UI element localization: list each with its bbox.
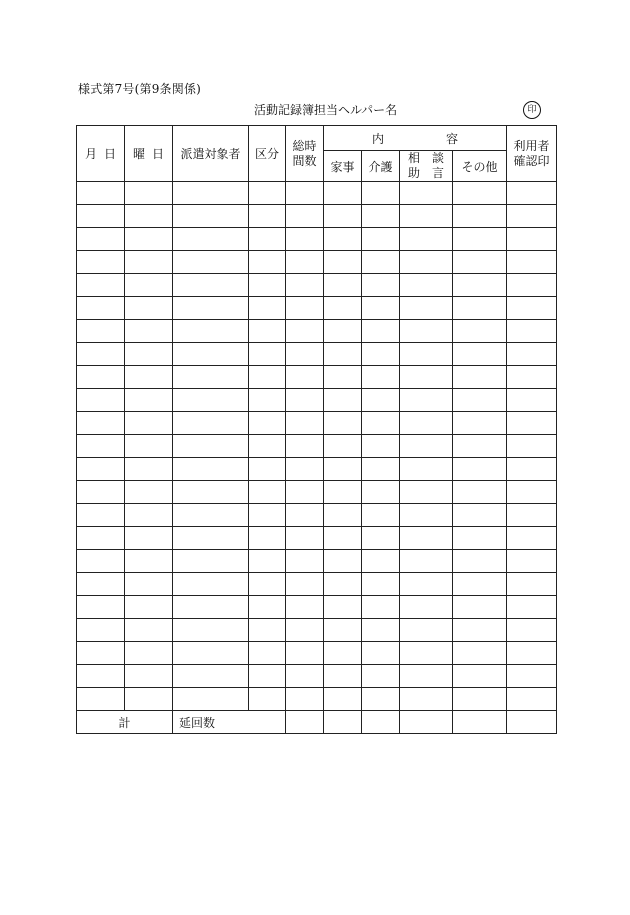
- table-row: [77, 205, 557, 228]
- table-cell[interactable]: [125, 688, 173, 711]
- care-header: 介護: [362, 151, 400, 182]
- table-cell[interactable]: [453, 527, 507, 550]
- table-cell[interactable]: [77, 665, 125, 688]
- table-cell[interactable]: [507, 274, 557, 297]
- total-hours-header: 総時 間数: [286, 126, 324, 182]
- table-cell[interactable]: [173, 182, 249, 205]
- table-cell[interactable]: [324, 527, 362, 550]
- table-cell[interactable]: [362, 205, 400, 228]
- table-cell[interactable]: [400, 389, 453, 412]
- table-cell[interactable]: [173, 481, 249, 504]
- table-cell[interactable]: [400, 596, 453, 619]
- housework-header: 家事: [324, 151, 362, 182]
- table-cell[interactable]: [362, 642, 400, 665]
- table-cell[interactable]: [507, 665, 557, 688]
- cumulative-count-label: 延回数: [173, 711, 286, 734]
- table-cell[interactable]: [400, 251, 453, 274]
- form-number-label: 様式第7号(第9条関係): [78, 82, 202, 96]
- table-cell[interactable]: [453, 251, 507, 274]
- total-cell[interactable]: [507, 711, 557, 734]
- table-cell[interactable]: [453, 688, 507, 711]
- table-row: [77, 412, 557, 435]
- table-cell[interactable]: [173, 573, 249, 596]
- table-cell[interactable]: [507, 366, 557, 389]
- helper-name-label: 活動記録簿担当ヘルパー名: [254, 103, 398, 117]
- table-cell[interactable]: [249, 550, 286, 573]
- table-cell[interactable]: [286, 573, 324, 596]
- table-cell[interactable]: [77, 412, 125, 435]
- month-day-header: 月 日: [77, 126, 125, 182]
- table-cell[interactable]: [286, 458, 324, 481]
- table-cell[interactable]: [286, 182, 324, 205]
- table-cell[interactable]: [400, 366, 453, 389]
- table-cell[interactable]: [125, 550, 173, 573]
- table-cell[interactable]: [173, 389, 249, 412]
- table-cell[interactable]: [362, 573, 400, 596]
- table-cell[interactable]: [362, 481, 400, 504]
- table-cell[interactable]: [324, 435, 362, 458]
- table-cell[interactable]: [400, 205, 453, 228]
- table-cell[interactable]: [362, 274, 400, 297]
- table-cell[interactable]: [453, 389, 507, 412]
- table-cell[interactable]: [249, 435, 286, 458]
- table-cell[interactable]: [507, 389, 557, 412]
- table-cell[interactable]: [324, 251, 362, 274]
- table-cell[interactable]: [125, 596, 173, 619]
- table-cell[interactable]: [125, 205, 173, 228]
- table-cell[interactable]: [324, 412, 362, 435]
- table-cell[interactable]: [173, 343, 249, 366]
- table-row: [77, 688, 557, 711]
- table-cell[interactable]: [77, 573, 125, 596]
- table-cell[interactable]: [125, 182, 173, 205]
- table-cell[interactable]: [173, 550, 249, 573]
- table-cell[interactable]: [507, 458, 557, 481]
- table-cell[interactable]: [507, 550, 557, 573]
- table-cell[interactable]: [324, 297, 362, 320]
- table-cell[interactable]: [453, 297, 507, 320]
- table-cell[interactable]: [507, 481, 557, 504]
- table-cell[interactable]: [286, 665, 324, 688]
- table-cell[interactable]: [324, 274, 362, 297]
- table-cell[interactable]: [400, 665, 453, 688]
- table-cell[interactable]: [362, 389, 400, 412]
- table-cell[interactable]: [507, 343, 557, 366]
- table-cell[interactable]: [400, 481, 453, 504]
- table-cell[interactable]: [173, 642, 249, 665]
- table-cell[interactable]: [453, 573, 507, 596]
- header-row-top: [77, 126, 557, 151]
- table-cell[interactable]: [249, 251, 286, 274]
- table-row: [77, 228, 557, 251]
- table-cell[interactable]: [453, 665, 507, 688]
- table-cell[interactable]: [286, 481, 324, 504]
- table-cell[interactable]: [453, 343, 507, 366]
- table-cell[interactable]: [453, 366, 507, 389]
- table-cell[interactable]: [507, 619, 557, 642]
- table-cell[interactable]: [362, 665, 400, 688]
- table-cell[interactable]: [324, 182, 362, 205]
- table-cell[interactable]: [324, 481, 362, 504]
- table-cell[interactable]: [286, 596, 324, 619]
- table-cell[interactable]: [77, 481, 125, 504]
- category-header: 区分: [249, 126, 286, 182]
- table-cell[interactable]: [249, 458, 286, 481]
- total-label: 計: [77, 711, 173, 734]
- table-cell[interactable]: [362, 550, 400, 573]
- table-cell[interactable]: [400, 550, 453, 573]
- table-cell[interactable]: [324, 642, 362, 665]
- table-cell[interactable]: [362, 320, 400, 343]
- table-cell[interactable]: [173, 251, 249, 274]
- table-cell[interactable]: [77, 688, 125, 711]
- table-cell[interactable]: [125, 504, 173, 527]
- table-cell[interactable]: [249, 297, 286, 320]
- table-cell[interactable]: [286, 688, 324, 711]
- table-cell[interactable]: [77, 596, 125, 619]
- table-cell[interactable]: [249, 205, 286, 228]
- table-cell[interactable]: [77, 343, 125, 366]
- table-cell[interactable]: [362, 228, 400, 251]
- table-cell[interactable]: [286, 389, 324, 412]
- table-cell[interactable]: [453, 435, 507, 458]
- table-cell[interactable]: [324, 366, 362, 389]
- table-cell[interactable]: [125, 435, 173, 458]
- table-cell[interactable]: [173, 596, 249, 619]
- table-cell[interactable]: [249, 412, 286, 435]
- table-cell[interactable]: [400, 182, 453, 205]
- table-cell[interactable]: [507, 642, 557, 665]
- table-cell[interactable]: [362, 688, 400, 711]
- table-cell[interactable]: [362, 435, 400, 458]
- table-cell[interactable]: [249, 665, 286, 688]
- table-cell[interactable]: [324, 504, 362, 527]
- table-cell[interactable]: [400, 688, 453, 711]
- table-cell[interactable]: [173, 619, 249, 642]
- table-cell[interactable]: [125, 619, 173, 642]
- table-row: [77, 458, 557, 481]
- table-cell[interactable]: [453, 182, 507, 205]
- table-row: [77, 297, 557, 320]
- table-cell[interactable]: [507, 573, 557, 596]
- table-cell[interactable]: [173, 366, 249, 389]
- table-cell[interactable]: [507, 435, 557, 458]
- table-cell[interactable]: [173, 458, 249, 481]
- table-cell[interactable]: [125, 412, 173, 435]
- table-cell[interactable]: [286, 550, 324, 573]
- table-cell[interactable]: [173, 274, 249, 297]
- table-cell[interactable]: [125, 343, 173, 366]
- table-cell[interactable]: [324, 596, 362, 619]
- table-row: [77, 550, 557, 573]
- table-cell[interactable]: [400, 320, 453, 343]
- total-cell[interactable]: [400, 711, 453, 734]
- table-cell[interactable]: [400, 228, 453, 251]
- table-row: [77, 504, 557, 527]
- table-cell[interactable]: [286, 274, 324, 297]
- table-row: [77, 619, 557, 642]
- table-cell[interactable]: [453, 481, 507, 504]
- table-cell[interactable]: [400, 343, 453, 366]
- table-cell[interactable]: [400, 573, 453, 596]
- table-cell[interactable]: [400, 412, 453, 435]
- table-cell[interactable]: [77, 182, 125, 205]
- table-cell[interactable]: [77, 527, 125, 550]
- total-cell[interactable]: [324, 711, 362, 734]
- table-cell[interactable]: [324, 205, 362, 228]
- table-cell[interactable]: [362, 527, 400, 550]
- table-cell[interactable]: [125, 366, 173, 389]
- table-cell[interactable]: [286, 343, 324, 366]
- table-row: [77, 366, 557, 389]
- table-row: [77, 527, 557, 550]
- table-cell[interactable]: [125, 320, 173, 343]
- table-cell[interactable]: [125, 527, 173, 550]
- table-row: [77, 182, 557, 205]
- table-cell[interactable]: [125, 458, 173, 481]
- table-cell[interactable]: [249, 596, 286, 619]
- table-cell[interactable]: [249, 182, 286, 205]
- table-cell[interactable]: [453, 504, 507, 527]
- table-cell[interactable]: [362, 596, 400, 619]
- recipient-header: 派遣対象者: [173, 126, 249, 182]
- table-row: [77, 481, 557, 504]
- table-cell[interactable]: [173, 228, 249, 251]
- table-cell[interactable]: [77, 228, 125, 251]
- table-cell[interactable]: [249, 527, 286, 550]
- table-cell[interactable]: [249, 481, 286, 504]
- content-header: 内 容: [324, 126, 507, 151]
- table-cell[interactable]: [324, 389, 362, 412]
- table-row: [77, 251, 557, 274]
- table-cell[interactable]: [324, 458, 362, 481]
- table-cell[interactable]: [507, 320, 557, 343]
- table-cell[interactable]: [324, 573, 362, 596]
- table-cell[interactable]: [286, 642, 324, 665]
- table-cell[interactable]: [286, 412, 324, 435]
- table-cell[interactable]: [453, 619, 507, 642]
- table-cell[interactable]: [400, 619, 453, 642]
- table-cell[interactable]: [173, 504, 249, 527]
- table-cell[interactable]: [362, 251, 400, 274]
- table-cell[interactable]: [507, 297, 557, 320]
- table-cell[interactable]: [77, 504, 125, 527]
- table-row: [77, 665, 557, 688]
- table-cell[interactable]: [286, 435, 324, 458]
- table-cell[interactable]: [125, 297, 173, 320]
- table-row: [77, 343, 557, 366]
- total-cell[interactable]: [453, 711, 507, 734]
- table-cell[interactable]: [453, 550, 507, 573]
- table-cell[interactable]: [77, 320, 125, 343]
- table-cell[interactable]: [453, 412, 507, 435]
- table-cell[interactable]: [400, 435, 453, 458]
- table-cell[interactable]: [400, 274, 453, 297]
- table-cell[interactable]: [77, 550, 125, 573]
- table-cell[interactable]: [507, 504, 557, 527]
- table-cell[interactable]: [400, 458, 453, 481]
- table-cell[interactable]: [286, 366, 324, 389]
- table-cell[interactable]: [173, 297, 249, 320]
- table-row: [77, 642, 557, 665]
- table-cell[interactable]: [453, 205, 507, 228]
- table-cell[interactable]: [453, 228, 507, 251]
- table-cell[interactable]: [507, 182, 557, 205]
- user-confirmation-header: 利用者 確認印: [507, 126, 557, 182]
- table-row: [77, 389, 557, 412]
- table-cell[interactable]: [286, 320, 324, 343]
- table-cell[interactable]: [286, 228, 324, 251]
- table-cell[interactable]: [125, 251, 173, 274]
- table-row: [77, 435, 557, 458]
- table-cell[interactable]: [77, 366, 125, 389]
- table-cell[interactable]: [77, 642, 125, 665]
- table-cell[interactable]: [286, 504, 324, 527]
- weekday-header: 曜 日: [125, 126, 173, 182]
- table-cell[interactable]: [324, 320, 362, 343]
- table-cell[interactable]: [324, 550, 362, 573]
- table-cell[interactable]: [77, 389, 125, 412]
- table-row: [77, 274, 557, 297]
- other-header: その他: [453, 151, 507, 182]
- table-cell[interactable]: [77, 274, 125, 297]
- table-cell[interactable]: [249, 228, 286, 251]
- table-cell[interactable]: [249, 504, 286, 527]
- table-cell[interactable]: [77, 619, 125, 642]
- table-cell[interactable]: [362, 297, 400, 320]
- table-cell[interactable]: [77, 251, 125, 274]
- table-cell[interactable]: [362, 182, 400, 205]
- table-cell[interactable]: [125, 665, 173, 688]
- seal-stamp-mark: 印: [523, 101, 541, 119]
- table-cell[interactable]: [249, 389, 286, 412]
- table-cell[interactable]: [249, 619, 286, 642]
- table-cell[interactable]: [173, 688, 249, 711]
- table-cell[interactable]: [324, 665, 362, 688]
- table-cell[interactable]: [507, 228, 557, 251]
- table-cell[interactable]: [362, 504, 400, 527]
- table-cell[interactable]: [507, 412, 557, 435]
- table-cell[interactable]: [400, 527, 453, 550]
- table-row: [77, 573, 557, 596]
- table-row: [77, 320, 557, 343]
- table-cell[interactable]: [173, 205, 249, 228]
- table-row: [77, 596, 557, 619]
- table-cell[interactable]: [125, 642, 173, 665]
- table-cell[interactable]: [362, 458, 400, 481]
- table-cell[interactable]: [324, 343, 362, 366]
- table-cell[interactable]: [507, 688, 557, 711]
- table-cell[interactable]: [400, 642, 453, 665]
- table-cell[interactable]: [507, 251, 557, 274]
- table-cell[interactable]: [173, 412, 249, 435]
- table-cell[interactable]: [400, 504, 453, 527]
- table-cell[interactable]: [507, 596, 557, 619]
- table-cell[interactable]: [453, 320, 507, 343]
- table-cell[interactable]: [400, 297, 453, 320]
- table-cell[interactable]: [286, 527, 324, 550]
- table-cell[interactable]: [453, 596, 507, 619]
- table-cell[interactable]: [125, 389, 173, 412]
- table-cell[interactable]: [507, 205, 557, 228]
- table-cell[interactable]: [362, 366, 400, 389]
- table-cell[interactable]: [362, 412, 400, 435]
- table-cell[interactable]: [453, 458, 507, 481]
- table-cell[interactable]: [173, 320, 249, 343]
- table-cell[interactable]: [286, 619, 324, 642]
- table-cell[interactable]: [453, 642, 507, 665]
- table-cell[interactable]: [125, 481, 173, 504]
- table-cell[interactable]: [286, 205, 324, 228]
- table-cell[interactable]: [324, 228, 362, 251]
- table-cell[interactable]: [77, 435, 125, 458]
- activity-log-table: [76, 125, 557, 734]
- table-cell[interactable]: [286, 297, 324, 320]
- table-cell[interactable]: [249, 366, 286, 389]
- table-cell[interactable]: [249, 642, 286, 665]
- table-cell[interactable]: [173, 435, 249, 458]
- table-cell[interactable]: [249, 274, 286, 297]
- total-cell[interactable]: [362, 711, 400, 734]
- table-cell[interactable]: [362, 619, 400, 642]
- table-cell[interactable]: [362, 343, 400, 366]
- table-cell[interactable]: [249, 573, 286, 596]
- table-cell[interactable]: [125, 228, 173, 251]
- table-cell[interactable]: [173, 527, 249, 550]
- table-cell[interactable]: [77, 205, 125, 228]
- table-cell[interactable]: [324, 688, 362, 711]
- table-cell[interactable]: [125, 573, 173, 596]
- total-cell[interactable]: [286, 711, 324, 734]
- total-row: [77, 711, 557, 734]
- table-cell[interactable]: [453, 274, 507, 297]
- table-cell[interactable]: [77, 458, 125, 481]
- table-cell[interactable]: [249, 688, 286, 711]
- table-cell[interactable]: [125, 274, 173, 297]
- table-cell[interactable]: [249, 320, 286, 343]
- table-cell[interactable]: [249, 343, 286, 366]
- table-cell[interactable]: [77, 297, 125, 320]
- table-cell[interactable]: [507, 527, 557, 550]
- table-cell[interactable]: [173, 665, 249, 688]
- table-cell[interactable]: [324, 619, 362, 642]
- consultation-header: 相 談 助 言: [400, 151, 453, 182]
- table-cell[interactable]: [286, 251, 324, 274]
